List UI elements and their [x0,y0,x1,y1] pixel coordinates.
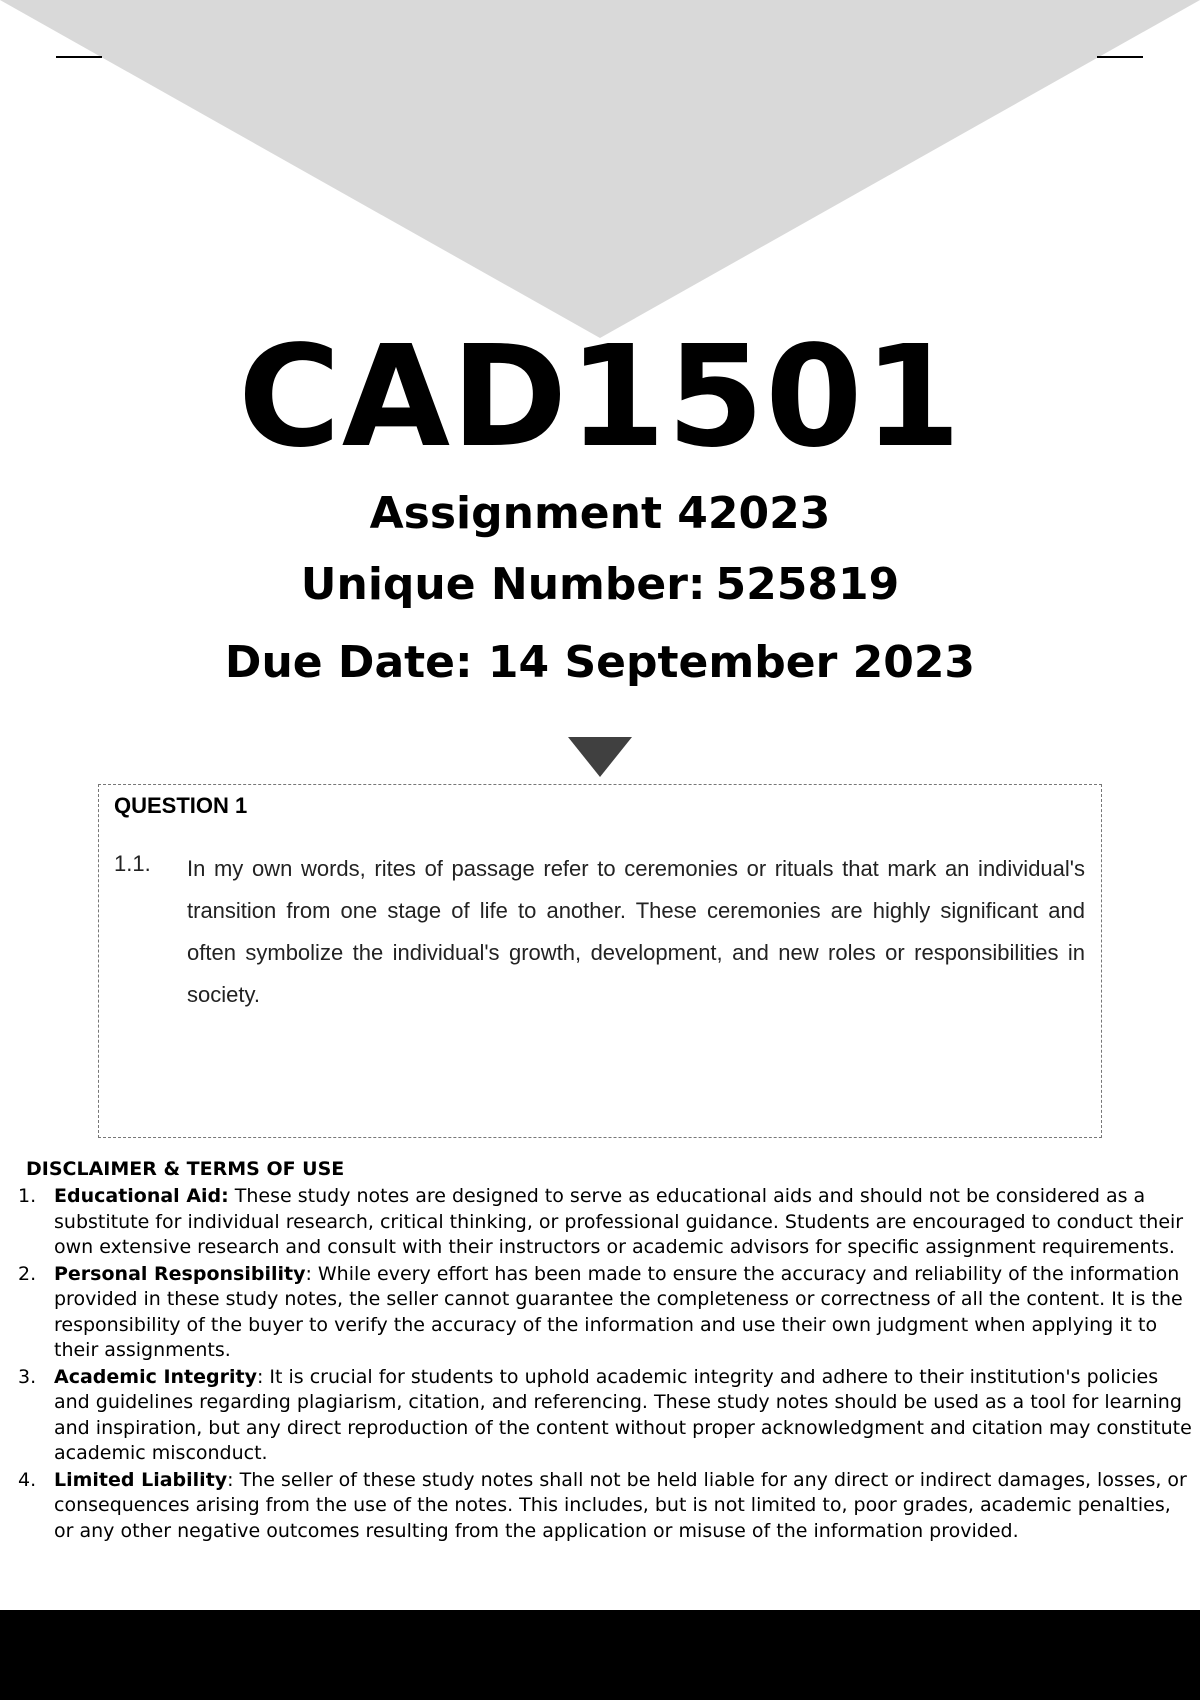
question-title: QUESTION 1 [114,793,248,818]
assignment-number: Assignment 42023 [369,488,831,539]
term-heading: Personal Responsibility [54,1262,306,1285]
term-number: 3. [18,1365,37,1388]
question-answer-text: In my own words, rites of passage refer to ceremonies or rituals that mark an individual's transition from one stage of life to another. These ceremonies are highly significant and often symbolize the individual's growth, development, and new roles or responsibilities in society. [187,856,1085,1007]
question-number: 1.1. [114,851,151,876]
background-chevron-shape [0,0,1200,340]
disclaimer-title: DISCLAIMER & TERMS OF USE [26,1158,345,1180]
term-heading: Academic Integrity [54,1365,257,1388]
unique-number-value: 525819 [715,559,900,610]
course-code-title: CAD1501 [238,316,962,479]
footer-bar [0,1610,1200,1700]
term-number: 4. [18,1468,37,1491]
term-item-academic-integrity [0,1365,1200,1467]
corner-rule-right [1097,56,1143,58]
term-text: : While every effort has been made to ensure the accuracy and reliability of the information provided in these study notes, the seller cannot guarantee the completeness or correctness of all the content. It is the responsibility of the buyer to verify the accuracy of the information and use their own judgment when applying it to their assignments. [54,1262,1183,1361]
term-item-limited-liability [0,1468,1200,1545]
triangle-down-icon [568,737,632,777]
due-date: Due Date: 14 September 2023 [224,637,976,688]
terms-list [0,1184,1200,1545]
term-text: : The seller of these study notes shall not be held liable for any direct or indirect damages, losses, or consequences arising from the use of the notes. This includes, but is not limited to, poor grades, academic penalties, or any other negative outcomes resulting from the application or misuse of the information provided. [54,1468,1187,1542]
corner-rule-left [56,56,102,58]
term-item-educational-aid [0,1184,1200,1261]
unique-number-line [0,557,1200,613]
term-item-personal-responsibility [0,1262,1200,1364]
term-heading: Educational Aid: [54,1185,229,1207]
unique-number-label: Unique Number: [300,559,706,610]
term-text: These study notes are designed to serve as educational aids and should not be considered as a substitute for individual research, critical thinking, or professional guidance. Students are encouraged to conduct their own extensive research and consult with their instructors or academic advisors for specific assignment requirements. [54,1185,1184,1258]
term-number: 2. [18,1262,37,1285]
term-text: : It is crucial for students to uphold academic integrity and adhere to their institution's policies and guidelines regarding plagiarism, citation, and referencing. These study notes should be used as a tool for learning and inspiration, but any direct reproduction of the content without proper acknowledgment and citation may constitute academic misconduct. [54,1365,1192,1464]
term-number: 1. [18,1185,37,1207]
term-heading: Limited Liability [54,1468,228,1491]
question-box [98,784,1102,1138]
